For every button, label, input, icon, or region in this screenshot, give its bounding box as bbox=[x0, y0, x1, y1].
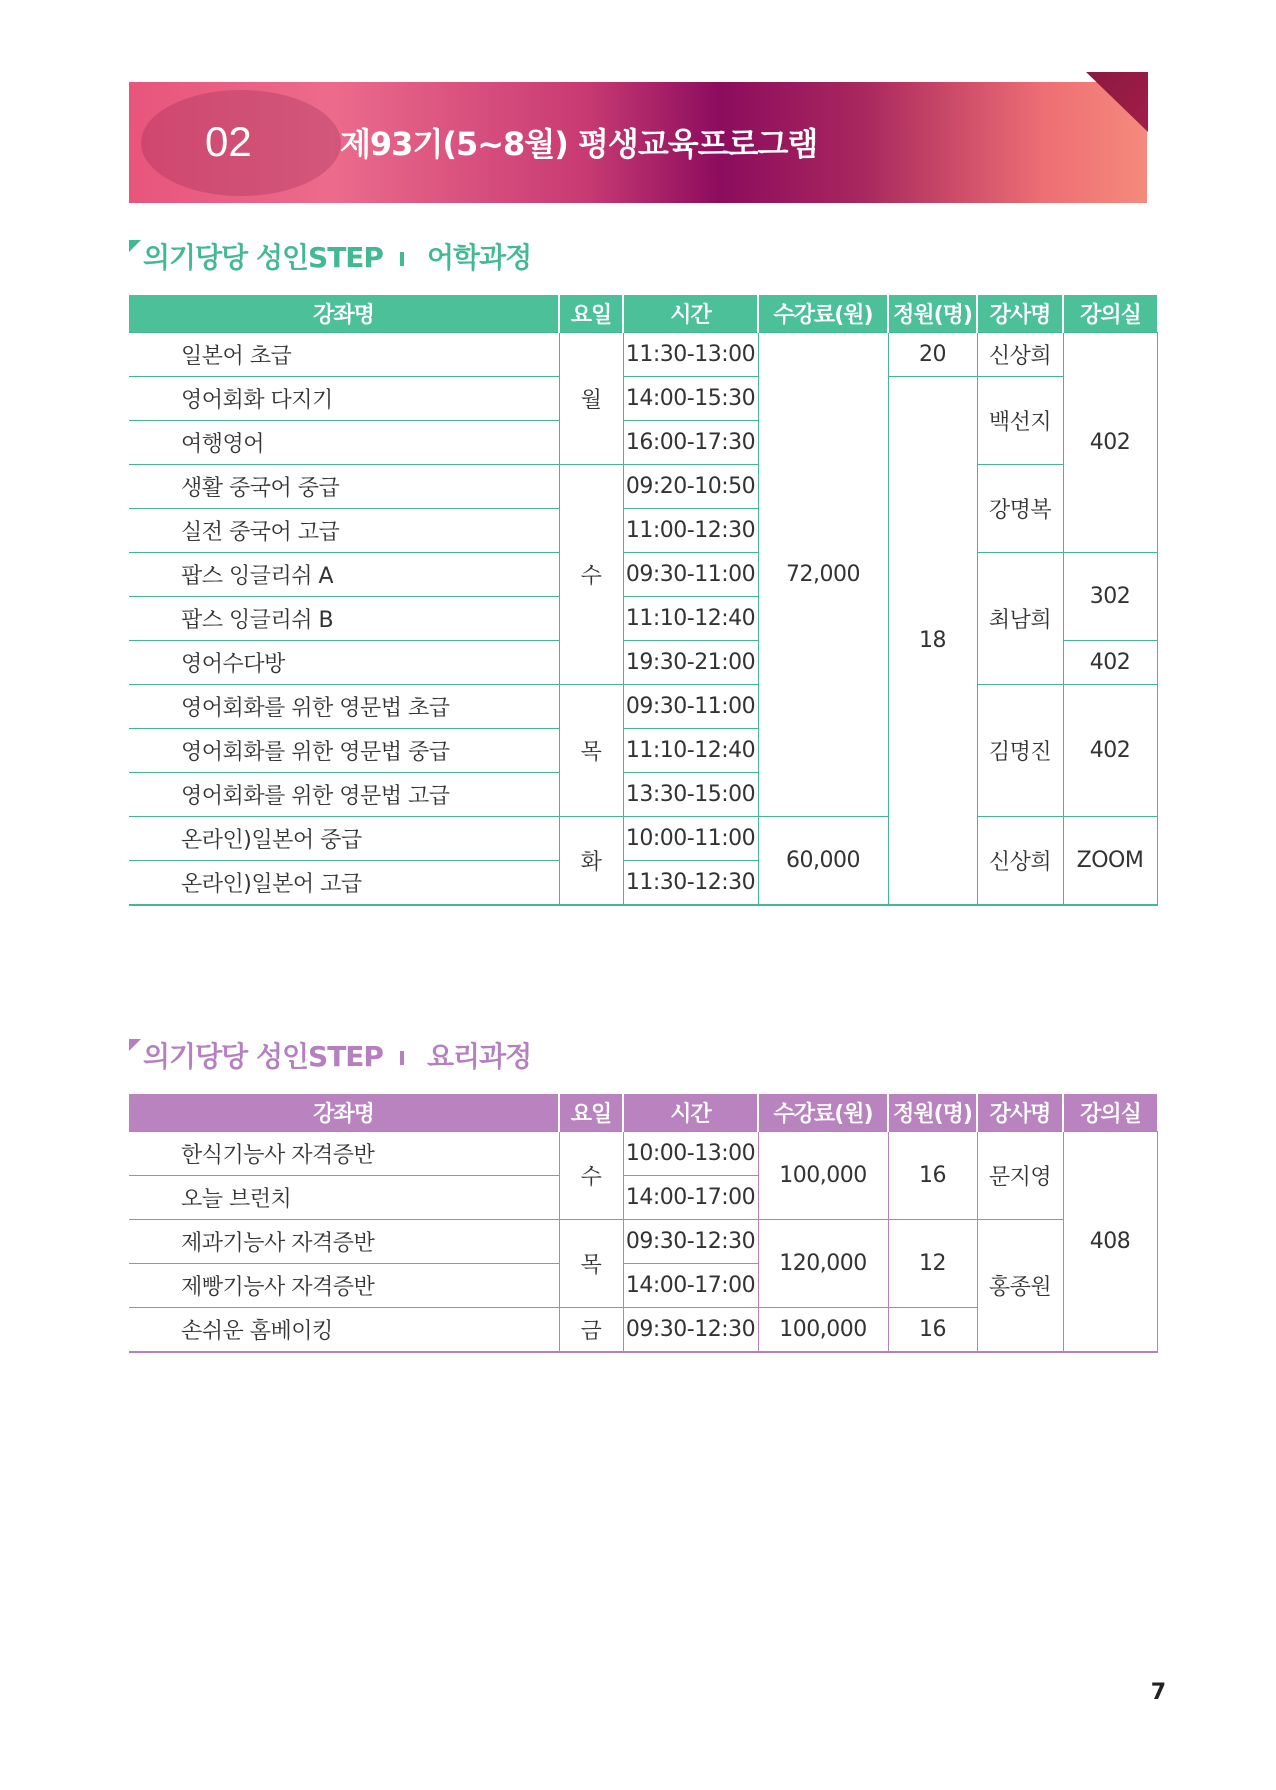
header-capacity: 정원(명) bbox=[888, 295, 977, 333]
time-cell: 10:00-11:00 bbox=[623, 817, 758, 861]
course-name: 실전 중국어 고급 bbox=[129, 509, 559, 553]
course-name: 영어회화를 위한 영문법 초급 bbox=[129, 685, 559, 729]
course-name: 제빵기능사 자격증반 bbox=[129, 1264, 559, 1308]
header-instructor: 강사명 bbox=[977, 1094, 1063, 1132]
time-cell: 19:30-21:00 bbox=[623, 641, 758, 685]
course-name: 온라인)일본어 중급 bbox=[129, 817, 559, 861]
language-section-heading bbox=[129, 238, 569, 278]
time-cell: 11:30-13:00 bbox=[623, 333, 758, 377]
time-cell: 14:00-17:00 bbox=[623, 1264, 758, 1308]
header-day: 요일 bbox=[559, 1094, 623, 1132]
course-name: 여행영어 bbox=[129, 421, 559, 465]
instructor-cell: 홍종원 bbox=[977, 1220, 1063, 1353]
heading-corner-mark bbox=[129, 240, 141, 252]
fee-cell: 100,000 bbox=[758, 1132, 888, 1220]
time-cell: 09:20-10:50 bbox=[623, 465, 758, 509]
time-cell: 14:00-15:30 bbox=[623, 377, 758, 421]
course-name: 팝스 잉글리쉬 B bbox=[129, 597, 559, 641]
header-fee: 수강료(원) bbox=[758, 1094, 888, 1132]
course-name: 생활 중국어 중급 bbox=[129, 465, 559, 509]
header-capacity: 정원(명) bbox=[888, 1094, 977, 1132]
fee-cell: 100,000 bbox=[758, 1308, 888, 1353]
header-course: 강좌명 bbox=[129, 1094, 559, 1132]
table-row bbox=[129, 685, 1157, 729]
time-cell: 11:10-12:40 bbox=[623, 597, 758, 641]
course-name: 일본어 초급 bbox=[129, 333, 559, 377]
time-cell: 10:00-13:00 bbox=[623, 1132, 758, 1176]
table-row bbox=[129, 553, 1157, 597]
fee-cell: 120,000 bbox=[758, 1220, 888, 1308]
header-room: 강의실 bbox=[1063, 295, 1157, 333]
section-subtitle: 요리과정 bbox=[427, 1040, 532, 1073]
capacity-cell: 16 bbox=[888, 1308, 977, 1353]
section-subtitle: 어학과정 bbox=[427, 241, 532, 274]
header-fee: 수강료(원) bbox=[758, 295, 888, 333]
time-cell: 09:30-12:30 bbox=[623, 1308, 758, 1353]
time-cell: 13:30-15:00 bbox=[623, 773, 758, 817]
room-cell: 402 bbox=[1063, 641, 1157, 685]
section-label: 의기당당 성인STEP bbox=[143, 241, 383, 274]
table-row bbox=[129, 817, 1157, 861]
table-row bbox=[129, 465, 1157, 509]
banner-number: 02 bbox=[205, 118, 252, 165]
table-header-row bbox=[129, 295, 1157, 333]
capacity-cell: 20 bbox=[888, 333, 977, 377]
instructor-cell: 신상희 bbox=[977, 817, 1063, 906]
course-name: 영어회화를 위한 영문법 고급 bbox=[129, 773, 559, 817]
day-cell: 월 bbox=[559, 333, 623, 465]
day-cell: 수 bbox=[559, 465, 623, 685]
time-cell: 14:00-17:00 bbox=[623, 1176, 758, 1220]
table-header-row bbox=[129, 1094, 1157, 1132]
header-time: 시간 bbox=[623, 295, 758, 333]
room-cell: 402 bbox=[1063, 685, 1157, 817]
time-cell: 11:10-12:40 bbox=[623, 729, 758, 773]
heading-divider bbox=[400, 1051, 404, 1065]
fee-cell: 60,000 bbox=[758, 817, 888, 906]
room-cell: ZOOM bbox=[1063, 817, 1157, 906]
course-name: 한식기능사 자격증반 bbox=[129, 1132, 559, 1176]
course-name: 영어회화 다지기 bbox=[129, 377, 559, 421]
day-cell: 수 bbox=[559, 1132, 623, 1220]
day-cell: 금 bbox=[559, 1308, 623, 1353]
instructor-cell: 문지영 bbox=[977, 1132, 1063, 1220]
course-name: 제과기능사 자격증반 bbox=[129, 1220, 559, 1264]
course-name: 손쉬운 홈베이킹 bbox=[129, 1308, 559, 1353]
table-row bbox=[129, 1220, 1157, 1264]
table-row bbox=[129, 1132, 1157, 1176]
room-cell: 302 bbox=[1063, 553, 1157, 641]
day-cell: 화 bbox=[559, 817, 623, 906]
course-name: 영어회화를 위한 영문법 중급 bbox=[129, 729, 559, 773]
header-time: 시간 bbox=[623, 1094, 758, 1132]
language-course-table bbox=[129, 295, 1158, 906]
cooking-section-heading bbox=[129, 1037, 569, 1077]
header-room: 강의실 bbox=[1063, 1094, 1157, 1132]
course-name: 오늘 브런치 bbox=[129, 1176, 559, 1220]
course-name: 팝스 잉글리쉬 A bbox=[129, 553, 559, 597]
section-label: 의기당당 성인STEP bbox=[143, 1040, 383, 1073]
day-cell: 목 bbox=[559, 685, 623, 817]
course-name: 영어수다방 bbox=[129, 641, 559, 685]
day-cell: 목 bbox=[559, 1220, 623, 1308]
time-cell: 11:00-12:30 bbox=[623, 509, 758, 553]
header-instructor: 강사명 bbox=[977, 295, 1063, 333]
cooking-course-table bbox=[129, 1094, 1158, 1353]
heading-corner-mark bbox=[129, 1039, 141, 1051]
instructor-cell: 신상희 bbox=[977, 333, 1063, 377]
table-row bbox=[129, 333, 1157, 377]
instructor-cell: 백선지 bbox=[977, 377, 1063, 465]
heading-divider bbox=[400, 252, 404, 266]
fee-cell: 72,000 bbox=[758, 333, 888, 817]
instructor-cell: 최남희 bbox=[977, 553, 1063, 685]
capacity-cell: 12 bbox=[888, 1220, 977, 1308]
time-cell: 09:30-11:00 bbox=[623, 685, 758, 729]
capacity-cell: 16 bbox=[888, 1132, 977, 1220]
table-row bbox=[129, 377, 1157, 421]
banner-title: 제93기(5~8월) 평생교육프로그램 bbox=[340, 125, 818, 163]
time-cell: 11:30-12:30 bbox=[623, 861, 758, 906]
page-number: 7 bbox=[1150, 1680, 1166, 1705]
room-cell: 402 bbox=[1063, 333, 1157, 553]
course-name: 온라인)일본어 고급 bbox=[129, 861, 559, 906]
time-cell: 16:00-17:30 bbox=[623, 421, 758, 465]
instructor-cell: 강명복 bbox=[977, 465, 1063, 553]
header-course: 강좌명 bbox=[129, 295, 559, 333]
capacity-cell: 18 bbox=[888, 377, 977, 906]
time-cell: 09:30-11:00 bbox=[623, 553, 758, 597]
instructor-cell: 김명진 bbox=[977, 685, 1063, 817]
header-day: 요일 bbox=[559, 295, 623, 333]
time-cell: 09:30-12:30 bbox=[623, 1220, 758, 1264]
room-cell: 408 bbox=[1063, 1132, 1157, 1353]
